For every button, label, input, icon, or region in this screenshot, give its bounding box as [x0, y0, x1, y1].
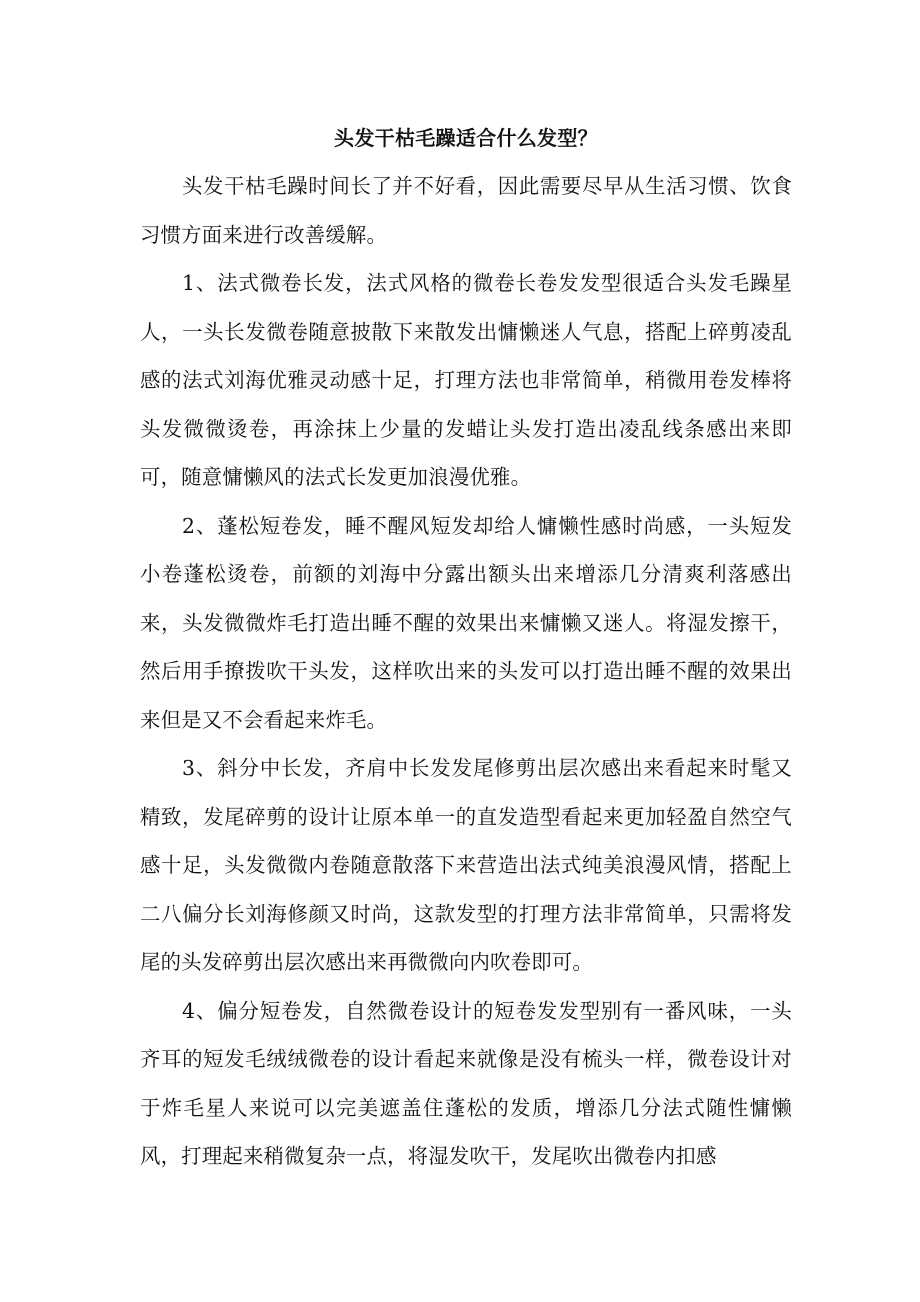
paragraph-intro: 头发干枯毛躁时间长了并不好看，因此需要尽早从生活习惯、饮食习惯方面来进行改善缓解。	[140, 174, 792, 247]
paragraph-fluffy-short-curly: 2、蓬松短卷发，睡不醒风短发却给人慵懒性感时尚感，一头短发小卷蓬松烫卷，前额的刘海中分露出额头出来增添几分清爽利落感出来，头发微微炸毛打造出睡不醒的效果出来慵懒又迷人。将湿发擦干，然后用手撩拨吹干头发，这样吹出来的头发可以打造出睡不醒的效果出来但是又不会看起来炸毛。	[140, 513, 792, 732]
document-body	[140, 114, 792, 1181]
paragraph-side-part-medium: 3、斜分中长发，齐肩中长发发尾修剪出层次感出来看起来时髦又精致，发尾碎剪的设计让原本单一的直发造型看起来更加轻盈自然空气感十足，头发微微内卷随意散落下来营造出法式纯美浪漫风情，搭配上二八偏分长刘海修颜又时尚，这款发型的打理方法非常简单，只需将发尾的头发碎剪出层次感出来再微微向内吹卷即可。	[140, 756, 792, 974]
document-title: 头发干枯毛躁适合什么发型？	[334, 126, 598, 150]
paragraph-french-wavy-long: 1、法式微卷长发，法式风格的微卷长卷发发型很适合头发毛躁星人，一头长发微卷随意披散下来散发出慵懒迷人气息，搭配上碎剪凌乱感的法式刘海优雅灵动感十足，打理方法也非常简单，稍微用卷发棒将头发微微烫卷，再涂抹上少量的发蜡让头发打造出凌乱线条感出来即可，随意慵懒风的法式长发更加浪漫优雅。	[140, 271, 792, 489]
paragraph-side-part-short-curly: 4、偏分短卷发，自然微卷设计的短卷发发型别有一番风味，一头齐耳的短发毛绒绒微卷的设计看起来就像是没有梳头一样，微卷设计对于炸毛星人来说可以完美遮盖住蓬松的发质，增添几分法式随性慵懒风，打理起来稍微复杂一点，将湿发吹干，发尾吹出微卷内扣感	[140, 998, 792, 1168]
